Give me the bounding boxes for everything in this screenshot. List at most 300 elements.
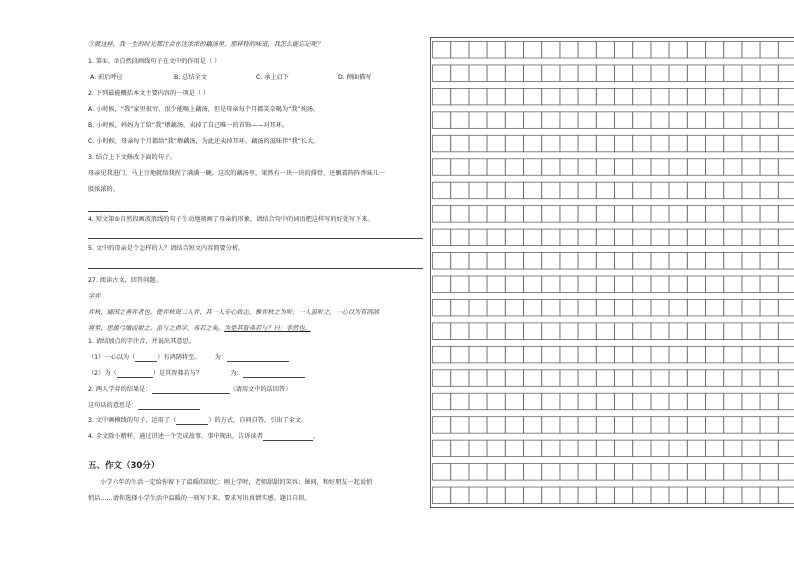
question-3: 3. 结合上下文修改下面的句子。 — [88, 154, 177, 161]
grid-cell — [542, 42, 560, 59]
grid-cell — [615, 393, 633, 410]
grid-cell — [433, 323, 451, 340]
grid-cell — [633, 112, 651, 129]
grid-cell — [451, 135, 469, 152]
composition-prompt-line: 悄话……请你选择小学生活中温暖的一刻写下来。要求写出真情实感。题目自拟。 — [88, 495, 311, 502]
grid-cell — [724, 229, 742, 246]
grid-cell — [596, 393, 614, 410]
grid-cell — [651, 42, 669, 59]
question-5: 5. 文中的母亲是个怎样的人？请结合短文内容简要分析。 — [88, 245, 245, 252]
grid-cell — [469, 182, 487, 199]
grid-cell — [469, 417, 487, 434]
grid-cell — [724, 276, 742, 293]
grid-cell — [706, 417, 724, 434]
grid-cell — [615, 417, 633, 434]
grid-cell — [505, 135, 523, 152]
grid-cell — [560, 464, 578, 481]
grid-cell — [451, 112, 469, 129]
grid-cell — [669, 464, 687, 481]
grid-cell — [687, 88, 705, 105]
grid-cell — [560, 42, 578, 59]
grid-cell — [687, 276, 705, 293]
grid-cell — [542, 299, 560, 316]
grid-cell — [596, 464, 614, 481]
grid-cell — [542, 417, 560, 434]
grid-cell — [669, 417, 687, 434]
option-b: B. 总结全文 — [174, 74, 207, 81]
grid-cell — [669, 393, 687, 410]
grid-cell — [542, 393, 560, 410]
grid-cell — [724, 112, 742, 129]
grid-cell — [706, 370, 724, 387]
classical-q2: 2. 两人学弈的结果是： （请用文中的话回答） — [88, 386, 292, 393]
question-2: 2. 下列最能概括本文主要内容的一项是（ ） — [88, 90, 210, 97]
grid-cell — [469, 88, 487, 105]
underlined-sentence: 为是其智弗若与？曰：非然也。 — [224, 325, 311, 332]
grid-cell — [706, 112, 724, 129]
grid-cell — [433, 135, 451, 152]
grid-cell — [742, 253, 760, 269]
grid-cell — [651, 253, 669, 269]
grid-cell — [542, 88, 560, 105]
grid-cell — [487, 88, 505, 105]
grid-cell — [760, 182, 778, 199]
classical-text-line: 将至，思援弓缴而射之。虽与之俱学，弗若之矣。为是其智弗若与？曰：非然也。 — [88, 325, 311, 332]
grid-cell — [487, 417, 505, 434]
grid-cell — [505, 182, 523, 199]
grid-cell — [633, 464, 651, 481]
option-a: A. 前后呼应 — [90, 74, 123, 81]
grid-cell — [505, 440, 523, 457]
grid-cell — [687, 346, 705, 363]
grid-cell — [760, 464, 778, 481]
grid-cell — [615, 299, 633, 316]
grid-cell — [724, 346, 742, 363]
grid-cell — [487, 135, 505, 152]
grid-cell — [724, 464, 742, 481]
composition-grid[interactable] — [430, 37, 794, 508]
grid-cell — [669, 206, 687, 223]
grid-cell — [706, 323, 724, 340]
grid-cell — [742, 346, 760, 363]
grid-cell — [615, 229, 633, 246]
grid-cell — [578, 135, 596, 152]
grid-cell — [687, 323, 705, 340]
grid-cell — [615, 182, 633, 199]
grid-cell — [706, 159, 724, 176]
grid-cell — [778, 182, 794, 199]
grid-cell — [706, 299, 724, 316]
grid-cell — [596, 112, 614, 129]
grid-cell — [505, 487, 523, 504]
grid-cell — [596, 440, 614, 457]
grid-cell — [778, 417, 794, 434]
answer-blank[interactable] — [88, 205, 168, 212]
grid-cell — [706, 253, 724, 269]
grid-cell — [778, 370, 794, 387]
grid-cell — [505, 276, 523, 293]
grid-cell — [578, 253, 596, 269]
grid-cell — [578, 299, 596, 316]
grid-cell — [687, 253, 705, 269]
grid-cell — [487, 487, 505, 504]
grid-cell — [742, 42, 760, 59]
grid-cell — [651, 182, 669, 199]
grid-cell — [687, 159, 705, 176]
grid-cell — [596, 370, 614, 387]
grid-cell — [451, 42, 469, 59]
grid-cell — [669, 276, 687, 293]
grid-cell — [724, 299, 742, 316]
grid-cell — [706, 346, 724, 363]
grid-cell — [633, 370, 651, 387]
grid-cell — [469, 464, 487, 481]
grid-cell — [433, 159, 451, 176]
grid-cell — [505, 299, 523, 316]
grid-cell — [742, 229, 760, 246]
grid-cell — [451, 159, 469, 176]
grid-cell — [433, 299, 451, 316]
grid-cell — [669, 42, 687, 59]
grid-cell — [451, 464, 469, 481]
grid-cell — [433, 65, 451, 82]
grid-cell — [633, 417, 651, 434]
grid-cell — [433, 88, 451, 105]
grid-cell — [451, 323, 469, 340]
grid-cell — [596, 276, 614, 293]
grid-cell — [669, 299, 687, 316]
grid-cell — [451, 88, 469, 105]
grid-cell — [560, 159, 578, 176]
grid-cell — [724, 88, 742, 105]
grid-cell — [742, 135, 760, 152]
grid-cell — [706, 42, 724, 59]
composition-title: 五、作文（30分） — [88, 461, 160, 471]
grid-cell — [687, 206, 705, 223]
grid-cell — [505, 42, 523, 59]
grid-cell — [706, 487, 724, 504]
grid-cell — [451, 370, 469, 387]
grid-cell — [524, 206, 542, 223]
grid-cell — [505, 159, 523, 176]
grid-cell — [469, 65, 487, 82]
grid-cell — [560, 487, 578, 504]
grid-cell — [560, 370, 578, 387]
grid-cell — [615, 464, 633, 481]
classical-q3: 3. 文中画横线的句子，运用了（ ）的方式，自问自答，引出了全文。 — [88, 417, 308, 424]
grid-cell — [505, 206, 523, 223]
grid-cell — [724, 370, 742, 387]
grid-cell — [615, 276, 633, 293]
grid-cell — [778, 88, 794, 105]
grid-cell — [542, 65, 560, 82]
grid-cell — [706, 440, 724, 457]
grid-cell — [651, 135, 669, 152]
grid-cell — [633, 276, 651, 293]
grid-cell — [487, 229, 505, 246]
grid-cell — [487, 299, 505, 316]
grid-cell — [760, 299, 778, 316]
classical-q1-1: （1）一心以为（ ）有鸿鹄将至。 为： — [88, 354, 289, 362]
grid-cell — [760, 346, 778, 363]
grid-cell — [469, 206, 487, 223]
grid-cell — [578, 88, 596, 105]
grid-cell — [433, 440, 451, 457]
grid-cell — [778, 464, 794, 481]
grid-cell — [778, 276, 794, 293]
option-b: B. 小时候，妈妈为了给“我”煨藕汤，卖掉了自己唯一的首饰——对耳环。 — [88, 122, 289, 129]
grid-cell — [578, 417, 596, 434]
grid-cell — [578, 440, 596, 457]
grid-cell — [578, 393, 596, 410]
grid-cell — [651, 440, 669, 457]
grid-cell — [469, 440, 487, 457]
grid-cell — [542, 135, 560, 152]
grid-cell — [778, 487, 794, 504]
grid-cell — [742, 487, 760, 504]
grid-cell — [524, 323, 542, 340]
grid-cell — [760, 135, 778, 152]
option-c: C. 承上启下 — [256, 74, 290, 81]
grid-cell — [760, 112, 778, 129]
grid-cell — [687, 112, 705, 129]
grid-cell — [633, 88, 651, 105]
grid-cell — [633, 65, 651, 82]
grid-cell — [505, 65, 523, 82]
grid-cell — [596, 135, 614, 152]
grid-cell — [724, 206, 742, 223]
grid-cell — [560, 299, 578, 316]
grid-cell — [687, 42, 705, 59]
grid-cell — [433, 464, 451, 481]
grid-cell — [687, 464, 705, 481]
grid-cell — [687, 182, 705, 199]
grid-cell — [578, 159, 596, 176]
grid-cell — [778, 206, 794, 223]
grid-cell — [742, 299, 760, 316]
grid-cell — [578, 276, 596, 293]
grid-cell — [505, 346, 523, 363]
grid-cell — [578, 464, 596, 481]
grid-cell — [578, 370, 596, 387]
grid-cell — [687, 370, 705, 387]
grid-cell — [524, 229, 542, 246]
grid-cell — [524, 440, 542, 457]
grid-cell — [469, 42, 487, 59]
grid-cell — [451, 182, 469, 199]
grid-cell — [542, 229, 560, 246]
grid-cell — [760, 229, 778, 246]
grid-cell — [469, 159, 487, 176]
grid-cell — [651, 88, 669, 105]
grid-cell — [633, 229, 651, 246]
grid-cell — [724, 323, 742, 340]
grid-cell — [505, 323, 523, 340]
grid-cell — [778, 42, 794, 59]
grid-cell — [524, 112, 542, 129]
grid-cell — [487, 323, 505, 340]
grid-cell — [742, 182, 760, 199]
grid-cell — [615, 112, 633, 129]
grid-cell — [433, 346, 451, 363]
grid-cell — [560, 65, 578, 82]
grid-cell — [578, 487, 596, 504]
grid-cell — [669, 88, 687, 105]
grid-cell — [524, 135, 542, 152]
grid-cell — [451, 299, 469, 316]
grid-cell — [651, 159, 669, 176]
grid-cell — [505, 88, 523, 105]
grid-cell — [596, 346, 614, 363]
grid-cell — [596, 88, 614, 105]
grid-cell — [633, 393, 651, 410]
grid-cell — [760, 65, 778, 82]
grid-cell — [542, 276, 560, 293]
grid-cell — [669, 159, 687, 176]
grid-cell — [669, 487, 687, 504]
grid-cell — [633, 42, 651, 59]
grid-cell — [778, 159, 794, 176]
grid-cell — [505, 112, 523, 129]
grid-cell — [706, 206, 724, 223]
classical-text-line: 弈秋，通国之善弈者也。使弈秋诲二人弈，其一人专心致志，惟弈秋之为听；一人虽听之，一心以为有鸿鹄 — [88, 309, 379, 316]
grid-cell — [778, 65, 794, 82]
grid-cell — [542, 487, 560, 504]
grid-cell — [560, 417, 578, 434]
grid-cell — [687, 299, 705, 316]
grid-cell — [487, 464, 505, 481]
grid-cell — [433, 370, 451, 387]
grid-cell — [651, 299, 669, 316]
grid-cell — [524, 42, 542, 59]
grid-cell — [505, 464, 523, 481]
grid-cell — [451, 417, 469, 434]
grid-cell — [760, 276, 778, 293]
grid-cell — [578, 346, 596, 363]
grid-cell — [778, 299, 794, 316]
grid-cell — [651, 393, 669, 410]
pinyin-blank[interactable] — [135, 355, 157, 362]
grid-cell — [615, 440, 633, 457]
grid-cell — [433, 487, 451, 504]
grid-cell — [615, 487, 633, 504]
grid-cell — [778, 346, 794, 363]
grid-cell — [615, 159, 633, 176]
grid-cell — [596, 159, 614, 176]
grid-cell — [433, 417, 451, 434]
grid-cell — [706, 182, 724, 199]
grid-cell — [742, 464, 760, 481]
grid-cell — [687, 417, 705, 434]
grid-cell — [542, 440, 560, 457]
grid-cell — [760, 440, 778, 457]
grid-cell — [687, 135, 705, 152]
grid-cell — [469, 393, 487, 410]
grid-cell — [487, 346, 505, 363]
grid-cell — [651, 464, 669, 481]
grid-cell — [487, 206, 505, 223]
answer-line[interactable] — [88, 262, 423, 269]
grid-cell — [560, 253, 578, 269]
meaning-blank[interactable] — [243, 371, 305, 378]
grid-cell — [578, 229, 596, 246]
grid-cell — [651, 487, 669, 504]
grid-cell — [615, 42, 633, 59]
grid-cell — [760, 88, 778, 105]
grid-cell — [778, 135, 794, 152]
grid-cell — [724, 253, 742, 269]
answer-blank[interactable] — [263, 434, 313, 441]
grid-cell — [742, 276, 760, 293]
grid-cell — [433, 393, 451, 410]
grid-cell — [560, 346, 578, 363]
grid-cell — [687, 393, 705, 410]
grid-cell — [615, 323, 633, 340]
grid-cell — [669, 182, 687, 199]
classical-q2-meaning: 这句话的意思是： — [88, 402, 200, 410]
grid-cell — [451, 276, 469, 293]
grid-cell — [524, 487, 542, 504]
grid-cell — [596, 206, 614, 223]
grid-cell — [669, 112, 687, 129]
grid-cell — [778, 393, 794, 410]
grid-cell — [706, 135, 724, 152]
meaning-blank[interactable] — [227, 355, 289, 362]
grid-cell — [724, 440, 742, 457]
answer-line[interactable] — [88, 232, 423, 239]
grid-cell — [505, 393, 523, 410]
grid-cell — [596, 42, 614, 59]
grid-cell — [651, 112, 669, 129]
grid-cell — [687, 440, 705, 457]
grid-cell — [615, 346, 633, 363]
grid-cell — [505, 253, 523, 269]
grid-cell — [778, 323, 794, 340]
grid-cell — [524, 370, 542, 387]
grid-cell — [724, 42, 742, 59]
grid-cell — [724, 135, 742, 152]
grid-cell — [724, 65, 742, 82]
grid-cell — [778, 253, 794, 269]
grid-cell — [487, 182, 505, 199]
answer-blank[interactable] — [152, 387, 230, 394]
grid-cell — [742, 65, 760, 82]
grid-cell — [560, 206, 578, 223]
grid-cell — [651, 65, 669, 82]
grid-cell — [469, 487, 487, 504]
grid-cell — [742, 159, 760, 176]
grid-cell — [469, 370, 487, 387]
grid-cell — [578, 206, 596, 223]
grid-cell — [760, 253, 778, 269]
question-27: 27. 阅读古文，回答问题。 — [88, 277, 162, 284]
grid-cell — [651, 276, 669, 293]
grid-cell — [724, 393, 742, 410]
grid-cell — [487, 393, 505, 410]
grid-cell — [633, 299, 651, 316]
pinyin-blank[interactable] — [117, 371, 153, 378]
grid-cell — [760, 159, 778, 176]
grid-cell — [742, 323, 760, 340]
grid-cell — [578, 112, 596, 129]
grid-cell — [542, 370, 560, 387]
grid-cell — [724, 417, 742, 434]
grid-cell — [524, 182, 542, 199]
grid-cell — [615, 65, 633, 82]
answer-blank[interactable] — [138, 403, 200, 410]
grid-cell — [433, 182, 451, 199]
answer-blank[interactable] — [176, 418, 208, 425]
